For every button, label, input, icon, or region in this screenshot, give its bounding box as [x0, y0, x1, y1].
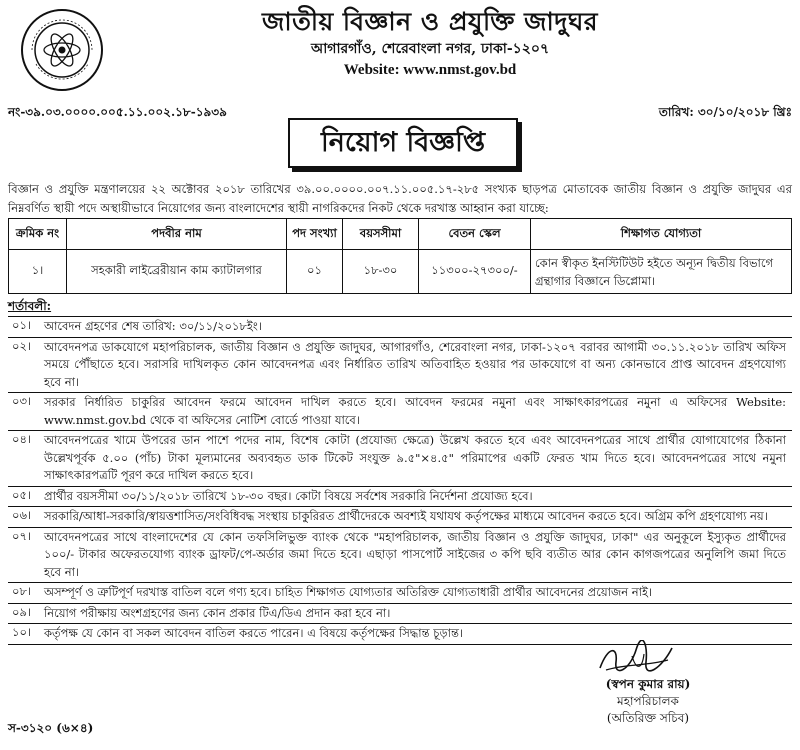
- condition-number: ০৭।: [12, 528, 32, 543]
- conditions-title: শর্তাবলী:: [8, 299, 52, 313]
- intro-paragraph: বিজ্ঞান ও প্রযুক্তি মন্ত্রণালয়ের ২২ অক্টোবর ২০১৮ তারিখের ৩৯.০০.০০০০.০০৭.১১.০০৫.১৭-২৮৫ সংখ্যক ছাড়পত্র মোতাবেক জাতীয় বিজ্ঞান ও প্রযুক্তি জাদুঘর এর নিম্নবর্ণিত স্থায়ী পদে অস্থায়ীভাবে নিয়োগের জন্য বাংলাদেশের স্থায়ী নাগরিকদের নিকট থেকে দরখাস্ত আহ্বান করা যাচ্ছে:: [8, 182, 792, 215]
- condition-item: [8, 528, 792, 584]
- header-serial: ক্রমিক নং: [9, 219, 67, 250]
- signatory-name: (স্বপন কুমার রায়): [605, 677, 691, 691]
- handwritten-signature-icon: [596, 640, 676, 676]
- condition-item: [8, 487, 792, 508]
- condition-text: আবেদনপত্রের সাথে বাংলাদেশের যে কোন তফসিলিভুক্ত ব্যাংক থেকে "মহাপরিচালক, জাতীয় বিজ্ঞান ও প্রযুক্তি জাদুঘর, ঢাকা" এর অনুকূলে ইস্যুকৃত প্রার্থীদের ১০০/- টাকার অফেরতযোগ্য ব্যাংক ড্রাফট/পে-অর্ডার জমা দিতে হবে। এছাড়া পাসপোর্ট সাইজের ৩ কপি ছবি ব্যতীত আর কোন কাগজপত্রের অনুলিপি জমা দিতে হবে না।: [44, 529, 786, 579]
- header-age-limit: বয়সসীমা: [343, 219, 419, 250]
- memo-number: নং-৩৯.০৩.০০০০.০০৫.১১.০০২.১৮-১৯৩৯: [8, 105, 227, 119]
- notice-heading: নিয়োগ বিজ্ঞপ্তি: [288, 118, 518, 168]
- cell-post-count: ০১: [287, 250, 343, 294]
- cell-qualification: কোন স্বীকৃত ইনস্টিটিউট হইতে অন্যূন দ্বিতীয় বিভাগে গ্রন্থাগার বিজ্ঞানে ডিপ্লোমা।: [531, 250, 792, 294]
- signatory-title: মহাপরিচালক: [617, 694, 679, 708]
- condition-number: ০৯।: [12, 604, 32, 619]
- condition-item: [8, 507, 792, 528]
- header-pay-scale: বেতন স্কেল: [419, 219, 531, 250]
- condition-item: [8, 604, 792, 625]
- organization-address: আগারগাঁও, শেরেবাংলা নগর, ঢাকা-১২০৭: [310, 41, 550, 57]
- condition-item: [8, 431, 792, 487]
- signatory-subtitle: (অতিরিক্ত সচিব): [606, 711, 690, 725]
- header-qualification: শিক্ষাগত যোগ্যতা: [531, 219, 792, 250]
- header-post-count: পদ সংখ্যা: [287, 219, 343, 250]
- condition-number: ১০।: [12, 625, 32, 639]
- organization-website: Website: www.nmst.gov.bd: [343, 62, 517, 78]
- condition-number: ০৬।: [12, 508, 32, 522]
- header-post-name: পদবীর নাম: [67, 219, 287, 250]
- cell-serial: ১।: [9, 250, 67, 294]
- condition-number: ০৪।: [12, 432, 32, 446]
- condition-text: প্রার্থীর বয়সসীমা ৩০/১১/২০১৮ তারিখে ১৮-৩০ বছর। কোটা বিষয়ে সর্বশেষ সরকারি নির্দেশনা প্রযোজ্য হবে।: [44, 488, 533, 503]
- cell-age-limit: ১৮-৩০: [343, 250, 419, 294]
- condition-text: সরকারি/আধা-সরকারি/স্বায়ত্তশাসিত/সংবিধিবদ্ধ সংস্থায় চাকুরিরত প্রার্থীদেরকে অবশ্যই যথাযথ কর্তৃপক্ষের মাধ্যমে আবেদন করতে হবে। অগ্রিম কপি গ্রহণযোগ্য নয়।: [44, 509, 768, 523]
- condition-text: আবেদনপত্রের খামে উপরের ডান পাশে পদের নাম, বিশেষ কোটা (প্রযোজ্য ক্ষেত্রে) উল্লেখ করতে হবে এবং আবেদনপত্রের সাথে প্রার্থীর যোগাযোগের ঠিকানা উল্লেখপূর্বক ৫.০০ (পাঁচ) টাকা মূল্যমানের অব্যবহৃত ডাক টিকেট সংযুক্ত ৯.৫"×৪.৫" পরিমাপের একটি ফেরত খাম দিতে হবে। আবেদনপত্রের সাথে নমুনা সাক্ষাৎকারপত্রটি পূরণ করে দাখিল করতে হবে।: [44, 433, 786, 482]
- condition-item: [8, 393, 792, 431]
- condition-text: সরকার নির্ধারিত চাকুরির আবেদন ফরমে আবেদন দাখিল করতে হবে। আবেদন ফরমের নমুনা এবং সাক্ষাৎকারপত্রের নমুনা এ অফিসের Website: www.nmst.gov.bd থেকে বা অফিসের নোটিশ বোর্ডে পাওয়া যাবে।: [44, 395, 786, 427]
- condition-item: [8, 583, 792, 604]
- publication-code: স-৩১২০ (৬×৪): [8, 721, 94, 735]
- condition-item: [8, 338, 792, 394]
- condition-text: কর্তৃপক্ষ যে কোন বা সকল আবেদন বাতিল করতে পারেন। এ বিষয়ে কর্তৃপক্ষের সিদ্ধান্ত চূড়ান্ত।: [44, 626, 464, 640]
- condition-text: অসম্পূর্ণ ও ত্রুটিপূর্ণ দরখাস্ত বাতিল বলে গণ্য হবে। চাহিত শিক্ষাগত যোগ্যতার অতিরিক্ত যোগ্যতাধারী প্রার্থীর আবেদনের প্রয়োজন নাই।: [44, 585, 653, 599]
- vacancy-table: [8, 218, 792, 294]
- condition-text: নিয়োগ পরীক্ষায় অংশগ্রহণের জন্য কোন প্রকার টিএ/ডিএ প্রদান করা হবে না।: [44, 605, 391, 620]
- condition-item: [8, 317, 792, 338]
- condition-number: ০১।: [12, 318, 32, 332]
- condition-number: ০৮।: [12, 584, 32, 598]
- table-row: [9, 250, 792, 294]
- table-header-row: [9, 219, 792, 250]
- cell-post-name: সহকারী লাইব্রেরীয়ান কাম ক্যাটালগার: [67, 250, 287, 294]
- letterhead: [150, 6, 710, 80]
- condition-text: আবেদন গ্রহণের শেষ তারিখ: ৩০/১১/২০১৮ইং।: [44, 319, 262, 333]
- condition-number: ০৫।: [12, 487, 32, 502]
- cell-pay-scale: ১১৩০০-২৭৩০০/-: [419, 250, 531, 294]
- signature-block: [548, 676, 748, 727]
- conditions-list: [8, 316, 792, 645]
- condition-number: ০৩।: [12, 394, 32, 408]
- organization-name: জাতীয় বিজ্ঞান ও প্রযুক্তি জাদুঘর: [261, 7, 599, 36]
- memo-date: তারিখ: ৩০/১০/২০১৮ খ্রিঃ: [658, 105, 792, 119]
- condition-text: আবেদনপত্র ডাকযোগে মহাপরিচালক, জাতীয় বিজ্ঞান ও প্রযুক্তি জাদুঘর, আগারগাঁও, শেরেবাংলা নগর, ঢাকা-১২০৭ বরাবর আগামী ৩০.১১.২০১৮ তারিখ অফিস সময়ে পৌঁছাতে হবে। সরাসরি দাখিলকৃত কোন আবেদনপত্র এবং নির্ধারিত তারিখ অতিবাহিত হওয়ার পর ডাকযোগে বা অন্য কোনভাবে প্রাপ্ত আবেদন গ্রহণযোগ্য হবে না।: [44, 339, 786, 389]
- condition-number: ০২।: [12, 338, 32, 353]
- museum-logo-icon: [20, 8, 104, 92]
